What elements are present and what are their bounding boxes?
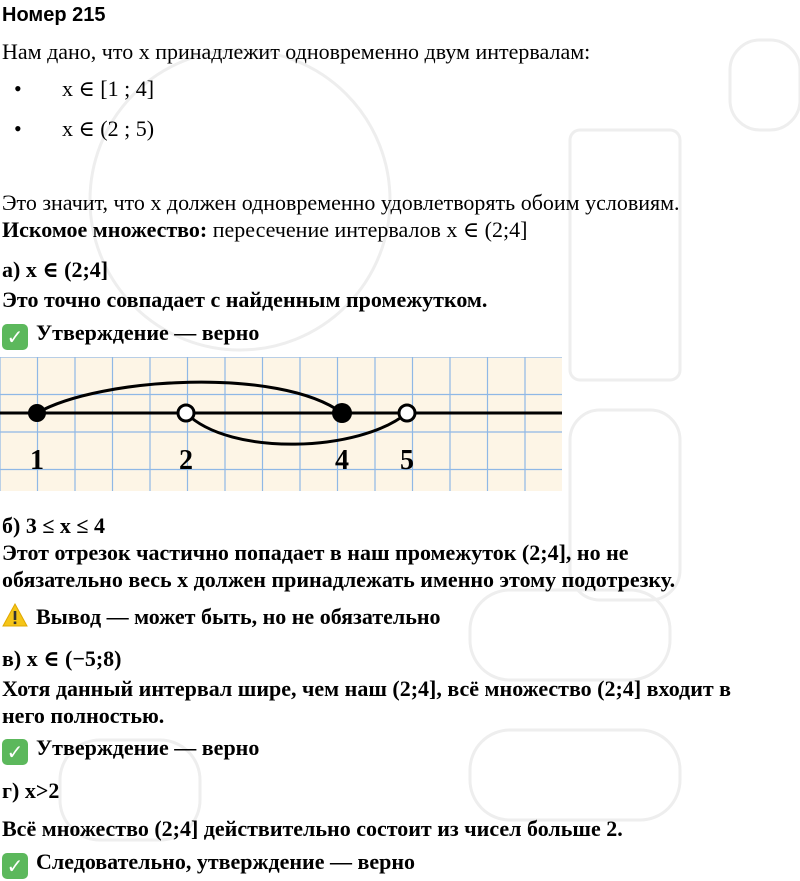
check-icon: ✓	[2, 324, 28, 350]
item-c-line-1: Хотя данный интервал шире, чем наш (2;4], всё множество (2;4] входит в	[2, 676, 732, 701]
bullet-item-1: x ∈ [1 ; 4]	[62, 76, 155, 101]
target-text: пересечение интервалов x ∈ (2;4]	[207, 217, 528, 242]
verdict-text: Следовательно, утверждение — верно	[36, 849, 416, 874]
bullet-marker: •	[14, 76, 22, 101]
meaning-text: Это значит, что x должен одновременно удовлетворять обоим условиям.	[2, 190, 680, 215]
number-line-background	[0, 357, 562, 491]
item-b-line-2: обязательно весь x должен принадлежать именно этому подотрезку.	[2, 567, 676, 592]
target-line	[2, 217, 527, 243]
label-4: 4	[335, 445, 349, 476]
item-c-line-2: него полностью.	[2, 703, 165, 728]
item-d-head: г) x>2	[2, 778, 60, 803]
item-a-verdict	[2, 320, 259, 350]
item-a-line: Это точно совпадает с найденным промежутком.	[2, 287, 488, 312]
item-c-head: в) x ∈ (−5;8)	[2, 646, 122, 671]
page-title: Номер 215	[2, 4, 106, 26]
intro-text: Нам дано, что x принадлежит одновременно двум интервалам:	[2, 39, 591, 64]
bullet-item-2: x ∈ (2 ; 5)	[62, 116, 155, 141]
warning-icon	[2, 603, 28, 627]
target-label: Искомое множество:	[2, 217, 208, 242]
label-2: 2	[179, 445, 193, 476]
item-c-verdict	[2, 735, 259, 765]
point-2	[178, 405, 194, 421]
verdict-text: Вывод — может быть, но не обязательно	[36, 604, 441, 629]
item-a-head: а) x ∈ (2;4]	[2, 257, 109, 282]
point-5	[399, 405, 415, 421]
label-1: 1	[30, 445, 44, 476]
item-b-verdict	[2, 603, 441, 630]
item-d-line: Всё множество (2;4] действительно состоит из чисел больше 2.	[2, 816, 623, 841]
verdict-text: Утверждение — верно	[36, 735, 260, 760]
point-1	[28, 404, 46, 422]
point-4	[332, 403, 352, 423]
item-d-verdict	[2, 849, 415, 879]
label-5: 5	[400, 445, 414, 476]
number-line	[0, 357, 562, 491]
check-icon: ✓	[2, 853, 28, 879]
bullet-marker: •	[14, 116, 22, 141]
item-b-line-1: Этот отрезок частично попадает в наш промежуток (2;4], но не	[2, 540, 629, 565]
verdict-text: Утверждение — верно	[36, 320, 260, 345]
check-icon: ✓	[2, 739, 28, 765]
item-b-head: б) 3 ≤ x ≤ 4	[2, 513, 105, 538]
